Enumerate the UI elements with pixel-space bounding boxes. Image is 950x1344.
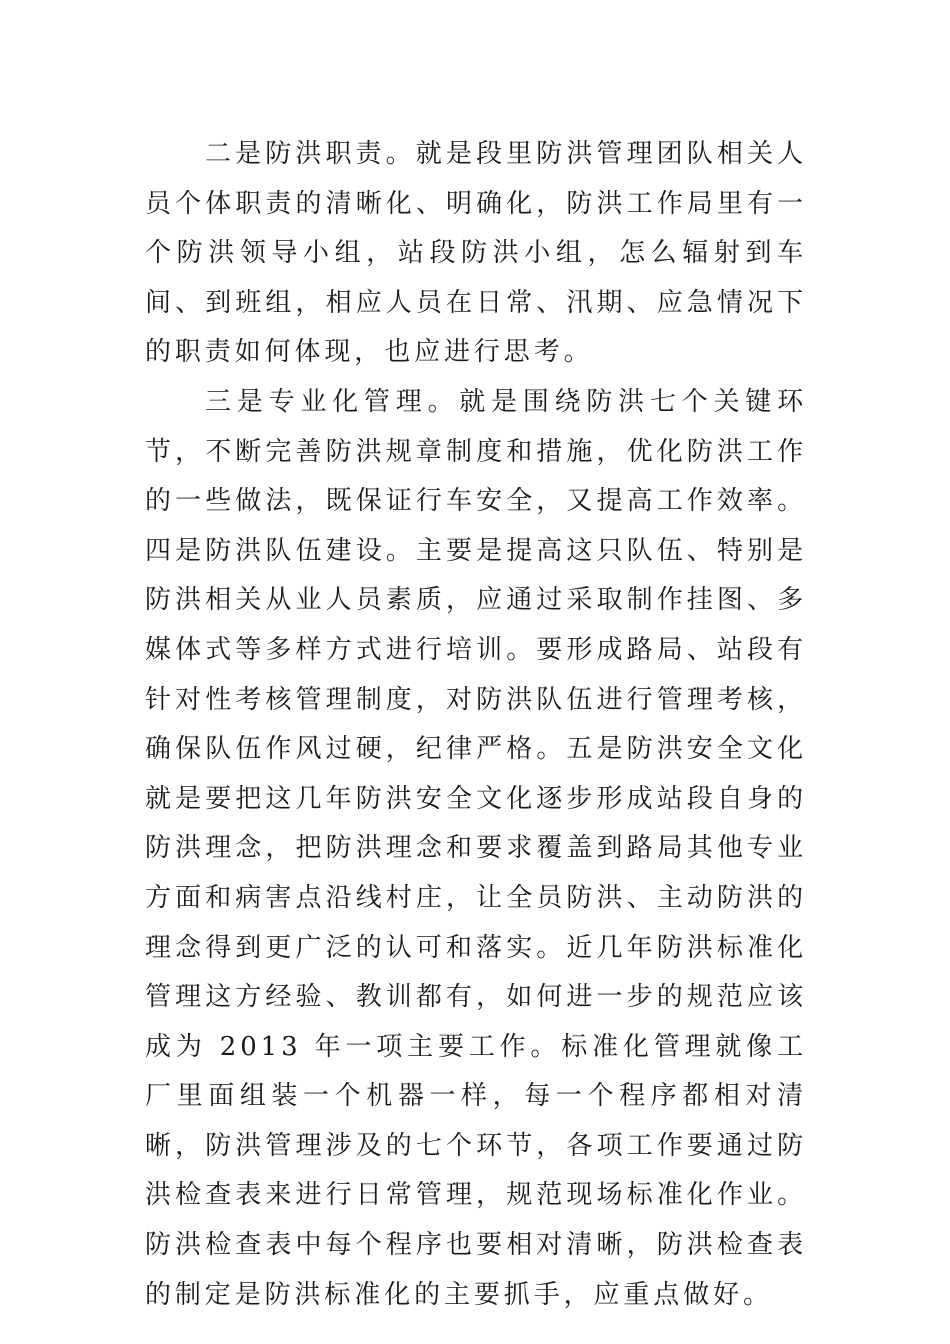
document-body xyxy=(145,130,807,1320)
paragraph-professional-management: 三是专业化管理。就是围绕防洪七个关键环节，不断完善防洪规章制度和措施，优化防洪工作的一些做法，既保证行车安全，又提高工作效率。四是防洪队伍建设。主要是提高这只队伍、特别是防洪相关从业人员素质，应通过采取制作挂图、多媒体式等多样方式进行培训。要形成路局、站段有针对性考核管理制度，对防洪队伍进行管理考核，确保队伍作风过硬，纪律严格。五是防洪安全文化就是要把这几年防洪安全文化逐步形成站段自身的防洪理念，把防洪理念和要求覆盖到路局其他专业方面和病害点沿线村庄，让全员防洪、主动防洪的理念得到更广泛的认可和落实。近几年防洪标准化管理这方经验、教训都有，如何进一步的规范应该成为 2013 年一项主要工作。标准化管理就像工厂里面组装一个机器一样，每一个程序都相对清晰，防洪管理涉及的七个环节，各项工作要通过防洪检查表来进行日常管理，规范现场标准化作业。防洪检查表中每个程序也要相对清晰，防洪检查表的制定是防洪标准化的主要抓手，应重点做好。 xyxy=(145,386,807,1310)
paragraph-flood-duties: 二是防洪职责。就是段里防洪管理团队相关人员个体职责的清晰化、明确化，防洪工作局里有一个防洪领导小组，站段防洪小组，怎么辐射到车间、到班组，相应人员在日常、汛期、应急情况下的职责如何体现，也应进行思考。 xyxy=(145,139,807,368)
